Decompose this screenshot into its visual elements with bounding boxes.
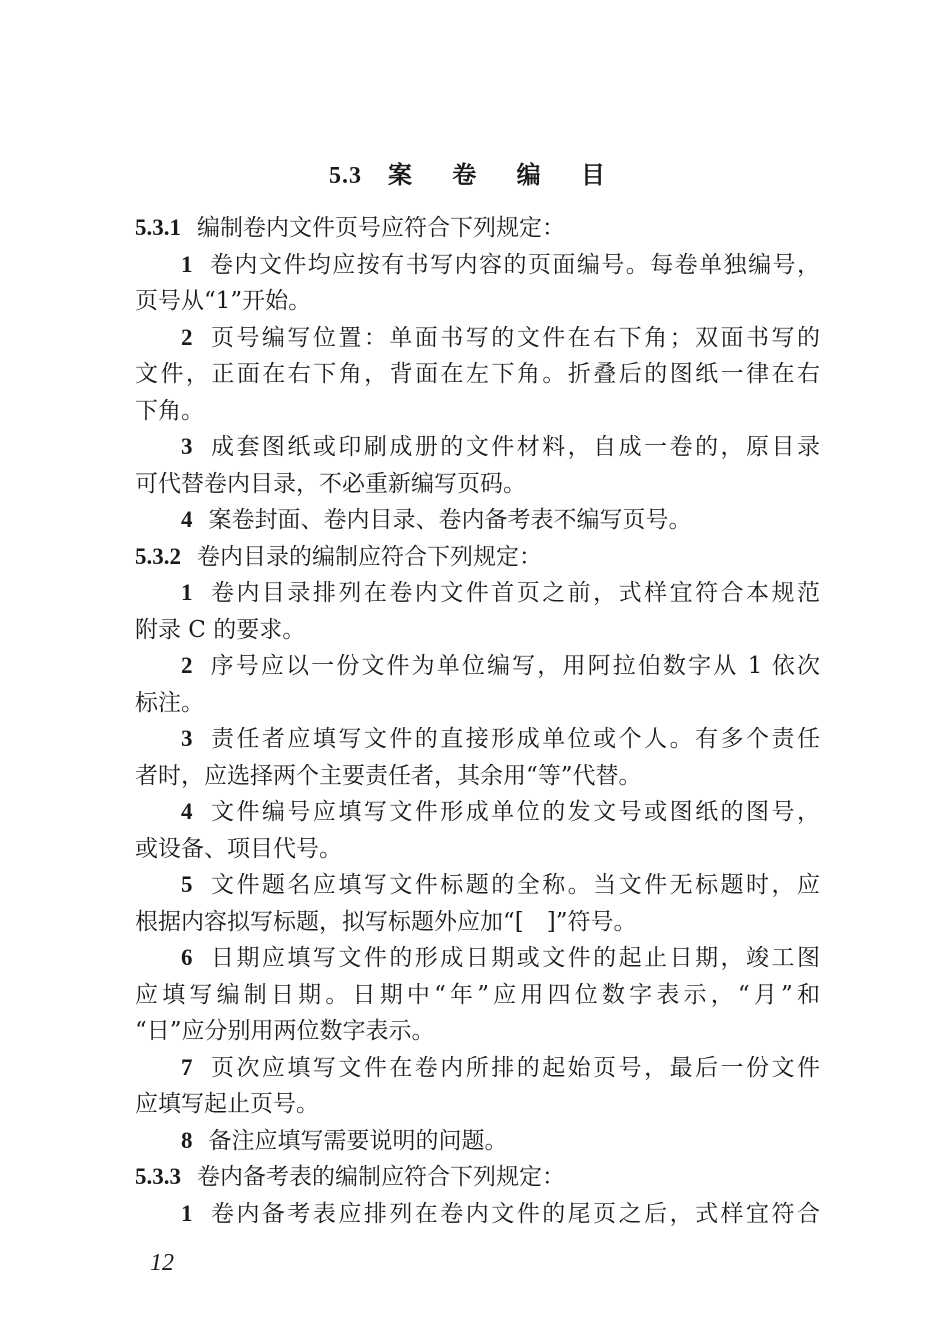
item-number: 1 [181, 580, 193, 605]
item-text: 卷内目录排列在卷内文件首页之前，式样宜符合本规范 [208, 580, 820, 606]
list-item [135, 502, 820, 539]
item-continuation: 应填写起止页号。 [135, 1091, 319, 1117]
item-text: 文件编号应填写文件形成单位的发文号或图纸的图号， [208, 799, 820, 825]
item-continuation: 文件，正面在右下角，背面在左下角。折叠后的图纸一律在右 [135, 361, 820, 387]
item-text: 备注应填写需要说明的问题。 [208, 1127, 508, 1154]
item-number: 8 [181, 1127, 193, 1153]
item-number: 6 [181, 945, 193, 970]
item-number: 4 [181, 507, 193, 532]
clause-text: 卷内备考表的编制应符合下列规定： [197, 1164, 565, 1190]
page-number: 12 [150, 1250, 174, 1276]
clause-text: 卷内目录的编制应符合下列规定： [197, 543, 542, 570]
list-item [135, 794, 820, 831]
item-text: 成套图纸或印刷成册的文件材料，自成一卷的，原目录 [208, 434, 820, 460]
list-item [135, 648, 820, 685]
list-item [135, 1123, 820, 1160]
clause-5-3-2 [135, 539, 820, 576]
item-text: 卷内备考表应排列在卷内文件的尾页之后，式样宜符合 [208, 1200, 820, 1227]
item-number: 4 [181, 799, 193, 824]
item-text: 页号编写位置：单面书写的文件在右下角；双面书写的 [208, 324, 820, 351]
clause-number: 5.3.1 [135, 215, 181, 240]
section-number: 5.3 [328, 163, 362, 189]
item-text: 案卷封面、卷内目录、卷内备考表不编写页号。 [208, 507, 692, 533]
item-number: 2 [181, 324, 193, 350]
clause-number: 5.3.2 [135, 543, 181, 569]
list-item [135, 867, 820, 904]
item-number: 3 [181, 726, 193, 751]
list-item [135, 940, 820, 977]
item-continuation: 或设备、项目代号。 [135, 835, 342, 862]
clause-number: 5.3.3 [135, 1164, 181, 1189]
item-text: 卷内文件均应按有书写内容的页面编号。每卷单独编号， [208, 251, 820, 278]
item-text: 页次应填写文件在卷内所排的起始页号，最后一份文件 [208, 1054, 820, 1081]
list-item [135, 247, 820, 284]
clause-text: 编制卷内文件页号应符合下列规定： [197, 215, 565, 241]
item-continuation: 应填写编制日期。日期中“年”应用四位数字表示，“月”和 [135, 981, 820, 1008]
item-text: 文件题名应填写文件标题的全称。当文件无标题时，应 [208, 872, 820, 898]
item-continuation: 可代替卷内目录，不必重新编写页码。 [135, 470, 526, 497]
item-number: 2 [181, 653, 193, 678]
item-number: 1 [181, 251, 193, 277]
list-item [135, 429, 820, 466]
item-text: 序号应以一份文件为单位编写，用阿拉伯数字从 1 依次 [208, 653, 820, 679]
item-continuation: 下角。 [135, 397, 204, 424]
item-continuation: 页号从“1”开始。 [135, 288, 312, 314]
list-item [135, 1050, 820, 1087]
section-title [0, 155, 950, 190]
body-text [135, 210, 820, 1232]
clause-5-3-1 [135, 210, 820, 247]
list-item [135, 320, 820, 357]
item-continuation: “日”应分别用两位数字表示。 [135, 1018, 435, 1044]
section-heading: 案 卷 编 目 [387, 160, 622, 189]
list-item [135, 721, 820, 758]
item-number: 7 [181, 1054, 193, 1080]
list-item [135, 1196, 820, 1233]
item-continuation: 者时，应选择两个主要责任者，其余用“等”代替。 [135, 762, 642, 789]
item-text: 日期应填写文件的形成日期或文件的起止日期，竣工图 [208, 945, 820, 971]
item-number: 5 [181, 872, 193, 897]
list-item [135, 575, 820, 612]
item-number: 1 [181, 1200, 193, 1226]
item-number: 3 [181, 434, 193, 459]
item-continuation: 附录 C 的要求。 [135, 616, 306, 643]
item-continuation: 标注。 [135, 689, 204, 716]
item-continuation: 根据内容拟写标题，拟写标题外应加“[ ]”符号。 [135, 908, 637, 935]
clause-5-3-3 [135, 1159, 820, 1196]
item-text: 责任者应填写文件的直接形成单位或个人。有多个责任 [208, 726, 820, 752]
